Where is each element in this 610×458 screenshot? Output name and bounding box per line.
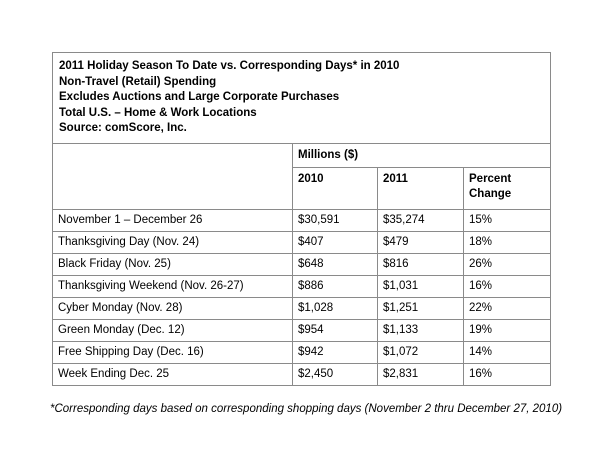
subtitle-line: Non-Travel (Retail) Spending bbox=[59, 75, 217, 88]
value-2010-cell: $2,450 bbox=[293, 364, 378, 386]
row-label-cell: November 1 – December 26 bbox=[53, 210, 293, 232]
value-2011-cell: $479 bbox=[378, 232, 464, 254]
percent-change-cell: 16% bbox=[464, 276, 551, 298]
value-2010-cell: $886 bbox=[293, 276, 378, 298]
header-percent-change: Percent Change bbox=[464, 168, 551, 210]
value-2010-cell: $1,028 bbox=[293, 298, 378, 320]
value-2011-cell: $2,831 bbox=[378, 364, 464, 386]
row-label-cell: Free Shipping Day (Dec. 16) bbox=[53, 342, 293, 364]
title-line: 2011 Holiday Season To Date vs. Corresponding Days* in 2010 bbox=[59, 60, 400, 72]
spending-table bbox=[52, 52, 551, 386]
header-row-group bbox=[53, 144, 551, 168]
table-row bbox=[53, 364, 551, 386]
row-label-cell: Green Monday (Dec. 12) bbox=[53, 320, 293, 342]
value-2010-cell: $942 bbox=[293, 342, 378, 364]
percent-change-cell: 22% bbox=[464, 298, 551, 320]
header-empty-cell bbox=[53, 144, 293, 210]
percent-change-cell: 18% bbox=[464, 232, 551, 254]
value-2011-cell: $1,133 bbox=[378, 320, 464, 342]
value-2010-cell: $954 bbox=[293, 320, 378, 342]
subtitle-line: Total U.S. – Home & Work Locations bbox=[59, 106, 257, 119]
footnote: *Corresponding days based on corresponding shopping days (November 2 thru December 27, 2010) bbox=[50, 403, 563, 415]
value-2011-cell: $816 bbox=[378, 254, 464, 276]
percent-change-cell: 19% bbox=[464, 320, 551, 342]
table-title-row bbox=[53, 53, 551, 144]
row-label-cell: Thanksgiving Weekend (Nov. 26-27) bbox=[53, 276, 293, 298]
value-2011-cell: $35,274 bbox=[378, 210, 464, 232]
percent-change-cell: 16% bbox=[464, 364, 551, 386]
header-millions: Millions ($) bbox=[293, 144, 551, 168]
percent-change-cell: 14% bbox=[464, 342, 551, 364]
row-label-cell: Thanksgiving Day (Nov. 24) bbox=[53, 232, 293, 254]
value-2010-cell: $407 bbox=[293, 232, 378, 254]
header-2011: 2011 bbox=[378, 168, 464, 210]
header-2010: 2010 bbox=[293, 168, 378, 210]
table-row bbox=[53, 232, 551, 254]
table-row bbox=[53, 210, 551, 232]
percent-change-cell: 26% bbox=[464, 254, 551, 276]
subtitle-line: Excludes Auctions and Large Corporate Purchases bbox=[59, 91, 340, 103]
table-row bbox=[53, 342, 551, 364]
value-2011-cell: $1,251 bbox=[378, 298, 464, 320]
value-2011-cell: $1,031 bbox=[378, 276, 464, 298]
row-label-cell: Week Ending Dec. 25 bbox=[53, 364, 293, 386]
row-label-cell: Black Friday (Nov. 25) bbox=[53, 254, 293, 276]
table-row bbox=[53, 276, 551, 298]
table-body bbox=[53, 210, 551, 386]
table-title bbox=[53, 53, 551, 144]
row-label-cell: Cyber Monday (Nov. 28) bbox=[53, 298, 293, 320]
value-2010-cell: $648 bbox=[293, 254, 378, 276]
source-line: Source: comScore, Inc. bbox=[59, 122, 187, 134]
value-2011-cell: $1,072 bbox=[378, 342, 464, 364]
table-row bbox=[53, 298, 551, 320]
value-2010-cell: $30,591 bbox=[293, 210, 378, 232]
table-row bbox=[53, 320, 551, 342]
table-row bbox=[53, 254, 551, 276]
percent-change-cell: 15% bbox=[464, 210, 551, 232]
